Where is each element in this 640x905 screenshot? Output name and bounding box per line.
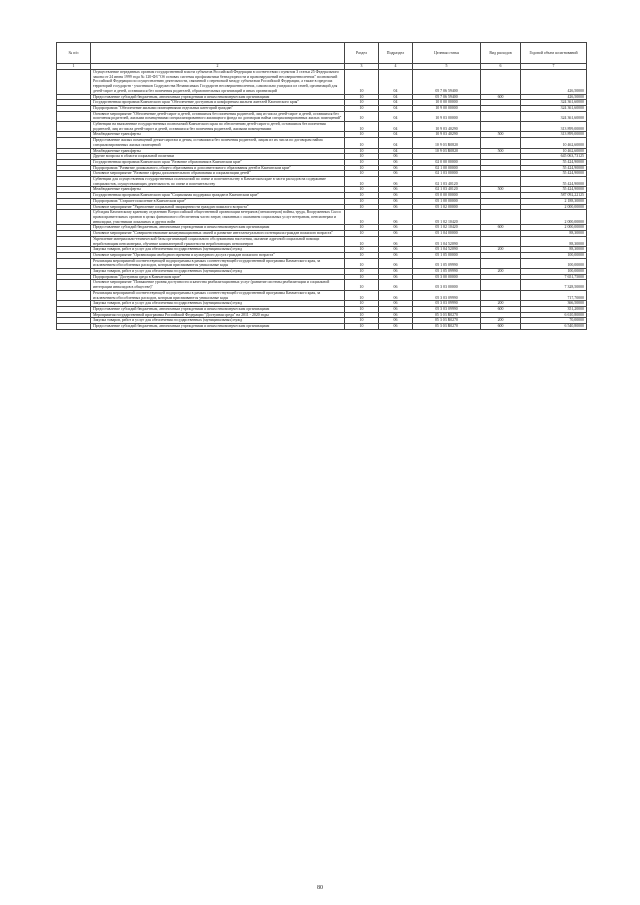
row-amount-cell: 7 328,50000	[521, 280, 587, 290]
row-target-cell: 05 1 02 00000	[413, 204, 481, 210]
row-amount-cell: 366,50000	[521, 301, 587, 307]
row-target-cell: 10 9 03 R0820	[413, 148, 481, 154]
row-name-cell: Подпрограмма "Старшее поколение в Камчатском крае"	[91, 198, 345, 204]
row-kind-cell	[481, 138, 521, 148]
header-row	[57, 43, 587, 64]
row-number-cell	[57, 324, 91, 330]
row-name-cell: Подпрограмма "Доступная среда в Камчатском крае"	[91, 274, 345, 280]
row-name-cell: Подпрограмма "Обеспечение жилыми помещениями отдельных категорий граждан"	[91, 105, 345, 111]
row-name-cell: Основное мероприятие "Повышение уровня доступности и качества реабилитационных услуг (развитие системы реабилитации и социальной интеграции инвалидов в обществе)"	[91, 280, 345, 290]
row-number-cell	[57, 236, 91, 246]
row-amount-cell: 324 361,60000	[521, 100, 587, 106]
row-name-cell: Межбюджетные трансферты	[91, 132, 345, 138]
row-section-cell: 10	[345, 105, 379, 111]
row-name-cell: Закупка товаров, работ и услуг для обеспечения государственных (муниципальных) нужд	[91, 301, 345, 307]
row-section-cell: 10	[345, 70, 379, 95]
row-subsection-cell: 06	[379, 165, 413, 171]
row-kind-cell	[481, 177, 521, 187]
row-name-cell: Осуществление переданных органам государственной власти субъектов Российской Федерации в соответствии с пунктом 3 статьи 25 Федерального закона от 24 июня 1999 года № 120-ФЗ "Об основах системы профилактики безнадзорности и правонарушений несовершеннолетних" полномочий Российской Федерации по осуществлению деятельности, связанной с перевозкой между субъектами Российской Федерации, а также в пределах территорий государств - участников Содружества Независимых Государств несовершеннолетних, самовольно ушедших из семей, организаций для детей-сирот и детей, оставшихся без попечения родителей, образовательных организаций и иных организаций	[91, 70, 345, 95]
row-name-cell: Другие вопросы в области социальной политики	[91, 154, 345, 160]
table-row	[57, 70, 587, 95]
row-section-cell: 10	[345, 274, 379, 280]
row-target-cell: 05 1 04 52090	[413, 236, 481, 246]
row-section-cell: 10	[345, 231, 379, 237]
row-target-cell: 02 1 03 00000	[413, 171, 481, 177]
row-name-cell: Субвенции для осуществления государственных полномочий по опеке и попечительству в Камчатском крае в части расходов на содержание специалистов, осуществляющих деятельность по опеке и попечительству	[91, 177, 345, 187]
row-subsection-cell: 06	[379, 210, 413, 225]
row-section-cell: 10	[345, 312, 379, 318]
row-name-cell: Закупка товаров, работ и услуг для обеспечения государственных (муниципальных) нужд	[91, 318, 345, 324]
row-target-cell: 02 1 00 00000	[413, 165, 481, 171]
row-section-cell: 10	[345, 148, 379, 154]
row-subsection-cell: 04	[379, 105, 413, 111]
table-row	[57, 138, 587, 148]
row-amount-cell: 88,30000	[521, 236, 587, 246]
table-row	[57, 280, 587, 290]
row-target-cell: 05 3 03 00000	[413, 280, 481, 290]
row-kind-cell: 600	[481, 306, 521, 312]
row-kind-cell	[481, 258, 521, 268]
row-name-cell: Предоставление субсидий бюджетным, автономным учреждениям и иным некоммерческим организациям	[91, 225, 345, 231]
row-kind-cell	[481, 70, 521, 95]
row-subsection-cell: 04	[379, 70, 413, 95]
row-target-cell: 10 9 03 00000	[413, 111, 481, 121]
row-section-cell: 10	[345, 318, 379, 324]
row-amount-cell: 2 000,00000	[521, 225, 587, 231]
row-number-cell	[57, 122, 91, 132]
table-row	[57, 177, 587, 187]
row-target-cell: 05 3 03 R0270	[413, 312, 481, 318]
row-target-cell: 05 3 03 R0270	[413, 324, 481, 330]
row-subsection-cell: 06	[379, 236, 413, 246]
row-number-cell	[57, 280, 91, 290]
table-body	[57, 70, 587, 330]
row-kind-cell: 200	[481, 318, 521, 324]
row-subsection-cell: 06	[379, 159, 413, 165]
row-section-cell: 10	[345, 187, 379, 193]
row-name-cell: Предоставление субсидий бюджетным, автономным учреждениям и иным некоммерческим организациям	[91, 306, 345, 312]
row-target-cell: 05 7 06 59400	[413, 70, 481, 95]
row-amount-cell: 10 462,60000	[521, 138, 587, 148]
row-subsection-cell: 06	[379, 312, 413, 318]
row-name-cell: Подпрограмма "Развитие дошкольного, общего образования и дополнительного образования детей в Камчатском крае"	[91, 165, 345, 171]
row-subsection-cell: 06	[379, 193, 413, 199]
row-subsection-cell: 04	[379, 100, 413, 106]
row-target-cell: 10 9 03 40290	[413, 132, 481, 138]
row-kind-cell: 200	[481, 269, 521, 275]
row-amount-cell: 645 063,73125	[521, 154, 587, 160]
row-target-cell: 10 0 00 00000	[413, 100, 481, 106]
row-section-cell: 10	[345, 132, 379, 138]
row-kind-cell: 500	[481, 148, 521, 154]
row-subsection-cell: 04	[379, 94, 413, 100]
page-number: 80	[317, 885, 323, 891]
row-subsection-cell: 06	[379, 274, 413, 280]
row-subsection-cell: 04	[379, 122, 413, 132]
row-name-cell: Реализация мероприятий соответствующей подпрограммы в рамках соответствующей государственной программы Камчатского края, за исключением обособленных расходов, которым присваиваются уникальные коды	[91, 290, 345, 300]
row-target-cell: 05 1 04 00000	[413, 231, 481, 237]
row-number-cell	[57, 177, 91, 187]
row-amount-cell: 7 651,75000	[521, 274, 587, 280]
row-amount-cell: 55 424,90000	[521, 177, 587, 187]
column-number: 2	[91, 64, 345, 70]
row-target-cell: 05 7 06 59400	[413, 94, 481, 100]
row-target-cell: 05 3 03 09990	[413, 301, 481, 307]
row-name-cell: Основное мероприятие "Совершенствование коммуникационных связей и развитие интеллектуального потенциала граждан пожилого возраста"	[91, 231, 345, 237]
row-target-cell: 10 9 03 40290	[413, 122, 481, 132]
table-row	[57, 236, 587, 246]
row-number-cell	[57, 258, 91, 268]
row-subsection-cell: 06	[379, 318, 413, 324]
row-section-cell: 10	[345, 290, 379, 300]
row-subsection-cell: 06	[379, 204, 413, 210]
row-subsection-cell: 06	[379, 154, 413, 160]
row-subsection-cell: 06	[379, 258, 413, 268]
column-number: 7	[521, 64, 587, 70]
row-amount-cell: 587 092,22125	[521, 193, 587, 199]
column-number: 6	[481, 64, 521, 70]
row-amount-cell: 313 899,00000	[521, 132, 587, 138]
row-name-cell: Субсидия Камчатскому краевому отделению Всероссийской общественной организации ветеранов (пенсионеров) войны, труда, Вооруженных Сил и правоохранительных органов в целях финансового обеспечения части затрат, связанных с оказанием социальных услуг ветеранам, пенсионерам и инвалидам, участникам локальных и других войн	[91, 210, 345, 225]
row-subsection-cell: 04	[379, 111, 413, 121]
row-name-cell: Предоставление субсидий бюджетным, автономным учреждениям и иным некоммерческим организациям	[91, 324, 345, 330]
row-kind-cell: 500	[481, 132, 521, 138]
row-name-cell: Государственная программа Камчатского края "Социальная поддержка граждан в Камчатском крае"	[91, 193, 345, 199]
row-name-cell: Государственная программа Камчатского края "Обеспечение доступным и комфортным жильем жителей Камчатского края"	[91, 100, 345, 106]
table-row	[57, 111, 587, 121]
row-amount-cell: 2 000,00000	[521, 210, 587, 225]
row-kind-cell	[481, 210, 521, 225]
row-kind-cell: 200	[481, 301, 521, 307]
row-name-cell: Межбюджетные трансферты	[91, 187, 345, 193]
row-amount-cell: 2 188,30000	[521, 198, 587, 204]
row-section-cell: 10	[345, 111, 379, 121]
row-target-cell: 02 1 03 40120	[413, 177, 481, 187]
budget-table	[56, 42, 587, 330]
row-section-cell: 10	[345, 280, 379, 290]
column-number: 1	[57, 64, 91, 70]
row-target-cell: 05 0 00 00000	[413, 193, 481, 199]
row-target-cell: 10 9 03 R0820	[413, 138, 481, 148]
row-section-cell: 10	[345, 258, 379, 268]
row-target-cell: 05 1 05 09990	[413, 269, 481, 275]
row-section-cell: 10	[345, 159, 379, 165]
row-kind-cell: 500	[481, 187, 521, 193]
row-target-cell: 05 1 05 09990	[413, 258, 481, 268]
row-subsection-cell: 06	[379, 252, 413, 258]
row-target-cell: 05 3 00 00000	[413, 274, 481, 280]
table-row	[57, 210, 587, 225]
row-number-cell	[57, 111, 91, 121]
row-subsection-cell: 06	[379, 171, 413, 177]
row-number-cell	[57, 70, 91, 95]
row-section-cell: 10	[345, 122, 379, 132]
row-target-cell: 10 9 00 00000	[413, 105, 481, 111]
row-section-cell: 10	[345, 193, 379, 199]
row-amount-cell: 426,50000	[521, 70, 587, 95]
table-row	[57, 324, 587, 330]
row-number-cell	[57, 138, 91, 148]
row-section-cell: 10	[345, 247, 379, 253]
row-name-cell: Субвенции на выполнение государственных полномочий Камчатского края по обеспечению детей-сирот и детей, оставшихся без попечения родителей, лиц из числа детей-сирот и детей, оставшихся без попечения родителей, жилыми помещениями	[91, 122, 345, 132]
row-amount-cell: 6 610,80000	[521, 312, 587, 318]
row-name-cell: Государственная программа Камчатского края "Развитие образования в Камчатском крае"	[91, 159, 345, 165]
row-subsection-cell: 06	[379, 306, 413, 312]
row-name-cell: Закупка товаров, работ и услуг для обеспечения государственных (муниципальных) нужд	[91, 269, 345, 275]
row-section-cell: 10	[345, 204, 379, 210]
row-amount-cell: 351,20000	[521, 306, 587, 312]
row-name-cell: Укрепление материально-технической базы организаций социального обслуживания населения, оказание адресной социальной помощи неработающим пенсионерам, обучение компьютерной грамотности неработающих пенсионеров	[91, 236, 345, 246]
row-amount-cell: 717,70000	[521, 290, 587, 300]
row-subsection-cell: 04	[379, 132, 413, 138]
row-target-cell: 02 0 00 00000	[413, 159, 481, 165]
row-section-cell: 10	[345, 138, 379, 148]
row-subsection-cell: 06	[379, 280, 413, 290]
row-subsection-cell: 06	[379, 231, 413, 237]
row-amount-cell: 100,00000	[521, 258, 587, 268]
row-subsection-cell: 06	[379, 269, 413, 275]
row-amount-cell: 88,30000	[521, 247, 587, 253]
row-amount-cell: 88,30000	[521, 231, 587, 237]
header-cell-section: Раздел	[345, 43, 379, 64]
row-subsection-cell: 06	[379, 225, 413, 231]
row-section-cell: 10	[345, 100, 379, 106]
column-number: 4	[379, 64, 413, 70]
row-name-cell: Предоставление субсидий бюджетным, автономным учреждениям и иным некоммерческим организациям	[91, 94, 345, 100]
row-amount-cell: 2 000,00000	[521, 204, 587, 210]
row-section-cell: 10	[345, 198, 379, 204]
row-section-cell: 10	[345, 177, 379, 187]
header-cell-subsection: Подраздел	[379, 43, 413, 64]
row-section-cell: 10	[345, 269, 379, 275]
row-amount-cell: 55 424,90000	[521, 165, 587, 171]
row-target-cell: 05 3 03 R0270	[413, 318, 481, 324]
row-name-cell: Межбюджетные трансферты	[91, 148, 345, 154]
row-kind-cell: 600	[481, 324, 521, 330]
row-subsection-cell: 04	[379, 148, 413, 154]
row-amount-cell: 426,50000	[521, 94, 587, 100]
row-section-cell: 10	[345, 306, 379, 312]
row-target-cell: 05 1 05 00000	[413, 252, 481, 258]
row-section-cell: 10	[345, 225, 379, 231]
row-name-cell: Основное мероприятие "Обеспечение детей-сирот и детей, оставшихся без попечения родителей, лиц из числа детей-сирот и детей, оставшихся без попечения родителей, жилыми помещениями специализированного жилищного фонда по договорам найма специализированных жилых помещений"	[91, 111, 345, 121]
row-amount-cell: 55 424,90000	[521, 187, 587, 193]
row-subsection-cell: 06	[379, 187, 413, 193]
row-number-cell	[57, 290, 91, 300]
row-number-cell	[57, 210, 91, 225]
header-cell-number: № п/п	[57, 43, 91, 64]
header-cell-name	[91, 43, 345, 64]
row-target-cell: 05 3 03 09990	[413, 306, 481, 312]
row-target-cell: 05 1 02 10420	[413, 210, 481, 225]
row-kind-cell	[481, 122, 521, 132]
row-target-cell: 05 3 03 09990	[413, 290, 481, 300]
row-name-cell: Основное мероприятие "Развитие сферы дополнительного образования и социализации детей"	[91, 171, 345, 177]
header-cell-amount: Годовой объем ассигнований	[521, 43, 587, 64]
row-name-cell: Закупка товаров, работ и услуг для обеспечения государственных (муниципальных) нужд	[91, 247, 345, 253]
row-kind-cell	[481, 290, 521, 300]
row-section-cell: 10	[345, 301, 379, 307]
row-section-cell: 10	[345, 252, 379, 258]
row-section-cell: 10	[345, 165, 379, 171]
row-section-cell: 10	[345, 324, 379, 330]
row-kind-cell	[481, 280, 521, 290]
row-subsection-cell: 06	[379, 177, 413, 187]
row-subsection-cell: 06	[379, 247, 413, 253]
row-name-cell: Мероприятия государственной программы Российской Федерации "Доступная среда" на 2011 - 2020 годы	[91, 312, 345, 318]
column-number: 3	[345, 64, 379, 70]
table-row	[57, 290, 587, 300]
row-amount-cell: 55 424,90000	[521, 171, 587, 177]
header-cell-target: Целевая статья	[413, 43, 481, 64]
row-subsection-cell: 06	[379, 324, 413, 330]
row-section-cell: 10	[345, 171, 379, 177]
row-amount-cell: 10 462,60000	[521, 148, 587, 154]
row-kind-cell: 600	[481, 225, 521, 231]
row-amount-cell: 70,00000	[521, 318, 587, 324]
row-section-cell: 10	[345, 94, 379, 100]
row-amount-cell: 313 899,00000	[521, 122, 587, 132]
row-section-cell: 10	[345, 210, 379, 225]
row-target-cell: 05 1 02 10420	[413, 225, 481, 231]
row-kind-cell	[481, 236, 521, 246]
row-name-cell: Основное мероприятие "Организация свободного времени и культурного досуга граждан пожилого возраста"	[91, 252, 345, 258]
table-row	[57, 122, 587, 132]
row-kind-cell: 200	[481, 247, 521, 253]
row-kind-cell	[481, 111, 521, 121]
row-subsection-cell: 06	[379, 301, 413, 307]
row-amount-cell: 55 424,90000	[521, 159, 587, 165]
row-subsection-cell: 06	[379, 198, 413, 204]
row-amount-cell: 100,00000	[521, 269, 587, 275]
row-amount-cell: 100,00000	[521, 252, 587, 258]
row-section-cell: 10	[345, 154, 379, 160]
header-cell-kind: Вид расходов	[481, 43, 521, 64]
row-kind-cell: 600	[481, 94, 521, 100]
row-amount-cell: 324 361,60000	[521, 111, 587, 121]
row-section-cell: 10	[345, 236, 379, 246]
row-name-cell: Реализация мероприятий соответствующей подпрограммы в рамках соответствующей государственной программы Камчатского края, за исключением обособленных расходов, которым присваиваются уникальные коды	[91, 258, 345, 268]
row-target-cell: 05 1 04 52090	[413, 247, 481, 253]
row-target-cell: 02 1 03 40120	[413, 187, 481, 193]
row-amount-cell: 6 540,80000	[521, 324, 587, 330]
column-number: 5	[413, 64, 481, 70]
row-amount-cell: 324 361,60000	[521, 105, 587, 111]
row-target-cell: 05 1 00 00000	[413, 198, 481, 204]
row-name-cell: Основное мероприятие "Укрепление социальной защищенности граждан пожилого возраста"	[91, 204, 345, 210]
row-name-cell: Предоставление жилых помещений детям-сиротам и детям, оставшимся без попечения родителей, лицам из их числа по договорам найма специализированных жилых помещений	[91, 138, 345, 148]
row-subsection-cell: 04	[379, 138, 413, 148]
table-row	[57, 258, 587, 268]
row-subsection-cell: 06	[379, 290, 413, 300]
